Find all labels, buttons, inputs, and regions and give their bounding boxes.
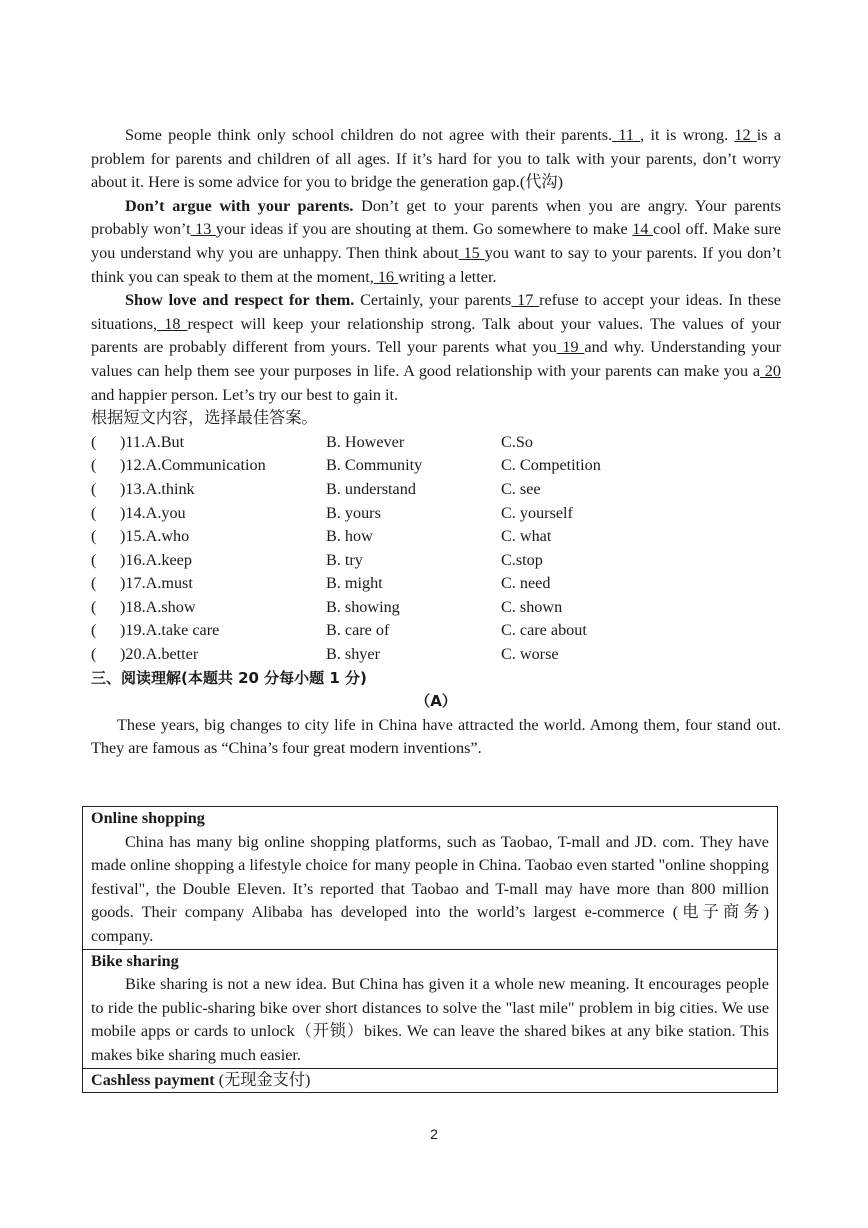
answer-bracket[interactable]: ( [91,621,97,640]
answer-bracket[interactable]: ( [91,527,97,546]
section-title: 三、阅读理解(本题共 20 分每小题 1 分) [91,668,367,687]
option-row [91,643,781,667]
cloze-paragraph-1 [91,124,781,195]
option-a: )12.A.Communication [120,456,266,475]
option-row [91,431,781,455]
blank-15: 15 [458,243,485,262]
option-b: B. try [326,550,363,569]
box-heading: Online shopping [91,809,205,827]
text: is a problem for parents and children of all ages. If it’s hard for you to talk with your parents, don’t worry about it. Here is some advice for you to bridge the generation gap.(代沟) [91,126,781,192]
option-row [91,525,781,549]
blank-11: 11 [612,126,641,144]
box-heading-note: (无现金支付) [214,1070,311,1089]
blank-12: 12 [734,126,757,144]
option-row [91,478,781,502]
table-row [83,949,778,1068]
option-b: B. However [326,432,405,451]
paragraph-heading: Show love and respect for them. [125,291,355,310]
box-text: China has many big online shopping platforms, such as Taobao, T-mall and JD. com. They have made online shopping a lifestyle choice for many people in China. Taobao even started "online shopping festival", the Double Eleven. It’s reported that Taobao and T-mall may have more than 800 million goods. Their company Alibaba has developed into the world’s largest e-commerce (电子商务) company. [91,832,769,945]
text: , it is wrong. [640,126,735,144]
answer-bracket[interactable]: ( [91,574,97,593]
text: writing a letter. [398,267,497,286]
box-heading: Cashless payment [91,1070,215,1089]
option-b: B. how [326,527,373,546]
option-a: )13.A.think [120,479,195,498]
table-cell [83,949,778,1068]
option-a: )16.A.keep [120,550,192,569]
answer-bracket[interactable]: ( [91,645,97,664]
option-c: C. Competition [501,456,601,475]
option-c: C. worse [501,645,559,664]
option-row [91,549,781,573]
answer-bracket[interactable]: ( [91,597,97,616]
blank-19: 19 [556,338,585,357]
option-row [91,502,781,526]
option-b: B. might [326,574,383,593]
answer-bracket[interactable]: ( [91,432,97,451]
option-row [91,454,781,478]
option-a: )15.A.who [120,527,190,546]
option-c: C. need [501,574,551,593]
cloze-paragraph-2 [91,195,781,289]
text: you want to say to your parents. If you don’t think you can speak to them at the moment, [91,243,781,286]
text: cool off. Make sure you understand why you are unhappy. Then think about [91,220,782,262]
option-row [91,619,781,643]
option-row [91,596,781,620]
option-c: C. care about [501,621,587,640]
option-a: )11.A.But [120,432,185,451]
passage-intro: These years, big changes to city life in China have attracted the world. Among them, four stand out. They are famous as “China’s four great modern inventions”. [91,715,781,758]
text: refuse to accept your ideas. In these situations, [91,291,781,333]
option-b: B. showing [326,597,400,616]
option-c: C. see [501,479,541,498]
passage-label: （A） [415,692,457,711]
option-row [91,572,781,596]
option-a: )17.A.must [120,574,193,593]
blank-13: 13 [190,220,216,239]
answer-bracket[interactable]: ( [91,503,97,522]
option-a: )18.A.show [120,597,196,616]
blank-18: 18 [157,314,188,333]
option-c: C. shown [501,597,563,616]
cloze-section [91,124,781,761]
blank-20: 20 [760,361,781,380]
option-a: )14.A.you [120,503,186,522]
blank-17: 17 [511,291,540,310]
option-a: )20.A.better [120,645,199,664]
box-heading: Bike sharing [91,951,179,970]
answer-bracket[interactable]: ( [91,456,97,475]
blank-14: 14 [632,220,654,239]
page-number: 2 [430,1126,438,1142]
text: Don’t get to your parents when you are angry. Your parents probably won’t [91,196,781,239]
table-row [83,807,778,950]
text: respect will keep your relationship strong. Talk about your values. The values of your parents are probably different from yours. Tell your parents what you [91,314,781,357]
option-b: B. yours [326,503,381,522]
text: and why. Understanding your values can help them see your purposes in life. A good relationship with your parents can make you a [91,338,781,380]
text: Certainly, your parents [354,291,512,310]
instruction: 根据短文内容，选择最佳答案。 [91,409,318,428]
option-b: B. understand [326,479,416,498]
option-c: C. yourself [501,503,573,522]
option-c: C.stop [501,550,543,569]
option-c: C.So [501,432,533,451]
text: your ideas if you are shouting at them. Go somewhere to make [215,220,633,239]
inventions-table [82,806,778,1093]
option-b: B. shyer [326,645,380,664]
answer-bracket[interactable]: ( [91,550,97,569]
blank-16: 16 [373,267,399,286]
table-cell [83,1068,778,1093]
option-a: )19.A.take care [120,621,220,640]
text: and happier person. Let’s try our best to gain it. [91,385,399,404]
table-cell [83,807,778,950]
paragraph-heading: Don’t argue with your parents. [125,196,354,215]
table-row [83,1068,778,1093]
answer-bracket[interactable]: ( [91,479,97,498]
options-list [91,431,781,667]
option-c: C. what [501,527,552,546]
text: Some people think only school children do not agree with their parents. [125,126,613,144]
option-b: B. care of [326,621,390,640]
cloze-paragraph-3 [91,289,781,407]
option-b: B. Community [326,456,423,475]
box-text: Bike sharing is not a new idea. But China has given it a whole new meaning. It encourages people to ride the public-sharing bike over short distances to solve the "last mile" problem in big cities. We use mobile apps or cards to unlock（开锁）bikes. We can leave the shared bikes at any bike station. This makes bike sharing much easier. [91,975,769,1064]
